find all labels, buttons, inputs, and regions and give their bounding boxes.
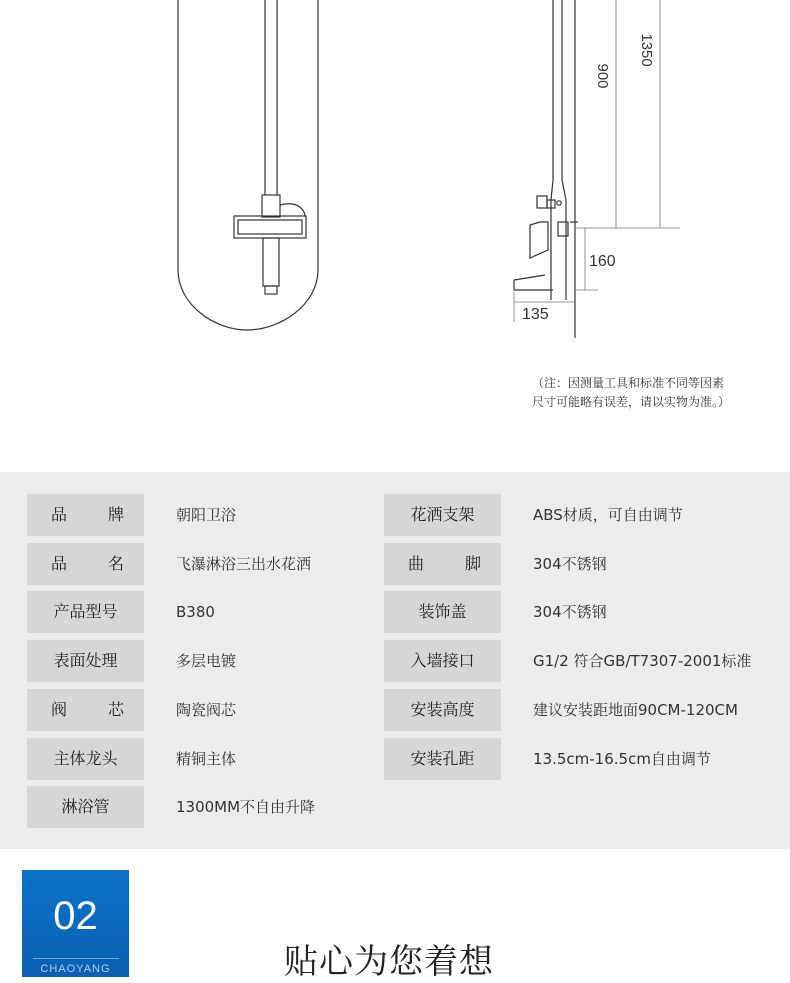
spec-label-holder: 花洒支架 (384, 494, 501, 536)
spec-value-elbow: 304不锈钢 (533, 555, 607, 573)
spec-value-valve: 陶瓷阀芯 (176, 701, 237, 719)
spec-label-valve: 阀 芯 (27, 689, 144, 731)
spec-table (0, 472, 790, 849)
spec-label-inlet: 入墙接口 (384, 640, 501, 682)
spec-label-install-height: 安装高度 (384, 689, 501, 731)
badge-divider (33, 958, 119, 959)
spec-value-cover: 304不锈钢 (533, 603, 607, 621)
section-number-badge (22, 870, 129, 977)
spec-value-shower-pipe: 1300MM不自由升降 (176, 798, 316, 816)
section-number: 02 (53, 894, 98, 938)
dim-160: 160 (589, 253, 616, 270)
dim-135: 135 (522, 306, 549, 323)
measurement-note (532, 374, 782, 412)
spec-value-body: 精铜主体 (176, 750, 237, 768)
section-heading: 贴心为您着想 (284, 942, 494, 982)
spec-value-holder: ABS材质，可自由调节 (533, 506, 683, 524)
spec-value-inlet: G1/2 符合GB/T7307-2001标准 (533, 652, 752, 670)
spec-label-elbow: 曲 脚 (384, 543, 501, 585)
note-line-2: 尺寸可能略有误差，请以实物为准。） (532, 395, 731, 409)
spec-label-finish: 表面处理 (27, 640, 144, 682)
spec-label-model: 产品型号 (27, 591, 144, 633)
spec-label-brand: 品 牌 (27, 494, 144, 536)
spec-value-brand: 朝阳卫浴 (176, 506, 237, 524)
spec-label-cover: 装饰盖 (384, 591, 501, 633)
spec-value-name: 飞瀑淋浴三出水花洒 (176, 555, 312, 573)
spec-value-model: B380 (176, 603, 215, 621)
spec-value-finish: 多层电镀 (176, 652, 237, 670)
spec-label-hole-distance: 安装孔距 (384, 738, 501, 780)
spec-label-name: 品 名 (27, 543, 144, 585)
spec-label-shower-pipe: 淋浴管 (27, 786, 144, 828)
product-drawing (0, 0, 790, 360)
section-brand-text: CHAOYANG (40, 963, 111, 975)
spec-value-install-height: 建议安装距地面90CM-120CM (533, 701, 738, 719)
spec-label-body: 主体龙头 (27, 738, 144, 780)
note-line-1: （注：因测量工具和标准不同等因素 (532, 376, 725, 390)
dim-900: 900 (594, 63, 611, 89)
spec-value-hole-distance: 13.5cm-16.5cm自由调节 (533, 750, 711, 768)
dim-1350: 1350 (638, 33, 655, 67)
